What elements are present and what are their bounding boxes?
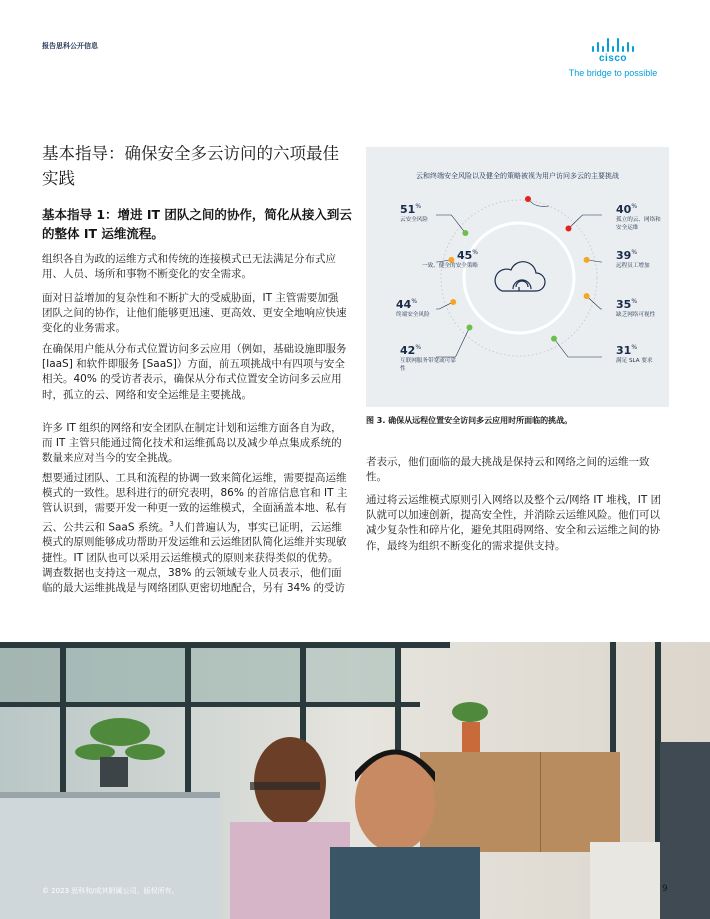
cisco-wordmark: cisco	[598, 53, 628, 64]
paragraph-2: 面对日益增加的复杂性和不断扩大的受威胁面，IT 主管需要加强团队之间的协作，让他们能够更迅速、更高效、更安全地响应快速变化的业务需求。	[42, 292, 347, 335]
right-paragraph-1: 者表示，他们面临的最大挑战是保持云和网络之间的运维一致性。	[366, 456, 650, 484]
section-title: 基本指导：确保安全多云访问的六项最佳实践	[42, 144, 339, 188]
stat-5-value: 40	[616, 203, 632, 216]
stat-2	[388, 249, 478, 270]
paragraph-1: 组织各自为政的运维方式和传统的连接模式已无法满足分布式应用、人员、场所和事物不断变化的安全需求。	[42, 253, 336, 281]
stat-2-value: 45	[456, 249, 473, 262]
ring-marker	[584, 293, 590, 299]
stat-4-label: 互联网服务带宽或可靠性	[400, 358, 456, 372]
paragraph-5-part-2: 人们普遍认为，事实已证明，云运维模式的原则能够成功帮助开发运维和云运维团队简化运维并实现敏捷性。IT 团队也可以采用云运维模式的原则来获得类似的优势。调查数据也支持这一观点，38% 的云领域专业人员表示，他们面临的最大运维挑战是与网络团队更密切地配合，另有 34% 的受访	[42, 521, 347, 594]
stat-3	[396, 298, 486, 319]
stat-4-pct: %	[415, 344, 422, 351]
stat-6	[616, 249, 668, 270]
stat-7	[616, 298, 668, 319]
stat-1	[400, 203, 490, 224]
stat-6-value: 39	[616, 249, 632, 262]
stat-6-pct: %	[631, 249, 638, 256]
figure-title: 云和终端安全风险以及健全的策略被视为用户访问多云的主要挑战	[416, 172, 619, 180]
cisco-tagline: The bridge to possible	[568, 68, 658, 78]
stat-4	[400, 344, 460, 373]
office-photo	[0, 642, 710, 919]
page-number: 9	[662, 884, 668, 894]
paragraph-5-part-1: 想要通过团队、工具和流程的协调一致来简化运维，需要提高运维模式的一致性。思科进行的研究表明，86% 的首席信息官和 IT 主管认识到，需要开发一种更一致的运维模式，全面涵盖本地、私有云、公共云和 SaaS 系统。	[42, 472, 348, 534]
stat-8-label: 满足 SLA 要求	[616, 358, 653, 364]
ring-marker	[584, 257, 590, 263]
leader-line	[554, 339, 602, 357]
paragraph-4: 许多 IT 组织的网络和安全团队在制定计划和运维方面各自为政，而 IT 主管只能通过简化技术和运维孤岛以及减少单点集成系统的数量来应对当今的安全挑战。	[42, 422, 342, 465]
cisco-logo	[558, 38, 668, 78]
footnote-ref: 3	[169, 519, 174, 528]
top-red-dot	[525, 196, 531, 202]
stat-7-value: 35	[616, 298, 632, 311]
stat-3-label: 终端安全风险	[396, 312, 430, 318]
stat-8	[616, 344, 668, 365]
right-paragraph-2: 通过将云运维模式原则引入网络以及整个云/网络 IT 堆栈，IT 团队就可以加速创新，提高安全性，并消除云运维风险。他们可以减少复杂性和碎片化，避免其阻碍网络、安全和云运维之间的协作，最终为组织不断变化的需求提供支持。	[366, 494, 662, 552]
ring-marker	[462, 230, 468, 236]
stat-3-pct: %	[411, 298, 418, 305]
guidance-subtitle: 基本指导 1：增进 IT 团队之间的协作，简化从接入到云的整体 IT 运维流程。	[42, 207, 352, 241]
ring-marker	[551, 336, 557, 342]
stat-7-label: 缺乏网络可视性	[616, 312, 656, 318]
stat-3-value: 44	[396, 298, 412, 311]
stat-2-label: 一致、健全的安全策略	[422, 263, 478, 269]
stat-5-label: 孤立的云、网络和安全运维	[616, 217, 661, 231]
paragraph-5	[42, 471, 348, 596]
stat-4-value: 42	[400, 344, 416, 357]
figure-caption: 图 3. 确保从远程位置安全访问多云应用时所面临的挑战。	[366, 416, 573, 425]
report-visibility-label: 报告思科公开信息	[42, 42, 98, 50]
stat-8-value: 31	[616, 344, 632, 357]
cisco-bars-icon	[591, 38, 635, 52]
stat-6-label: 远程员工增加	[616, 263, 650, 269]
stat-1-label: 云安全风险	[400, 217, 428, 223]
leader-line	[568, 215, 602, 229]
stat-1-value: 51	[400, 203, 416, 216]
stat-7-pct: %	[631, 298, 638, 305]
ring-marker	[467, 324, 473, 330]
office-scene-illustration	[0, 642, 710, 919]
ring-marker	[565, 226, 571, 232]
stat-5	[616, 203, 666, 232]
stat-5-pct: %	[631, 203, 638, 210]
leader-lines	[436, 215, 602, 357]
stat-1-pct: %	[415, 203, 422, 210]
cloud-fingerprint-icon	[495, 262, 545, 291]
copyright-text: © 2023 思科和/或其附属公司。版权所有。	[42, 887, 179, 895]
ring-markers	[448, 226, 589, 342]
challenges-figure	[366, 147, 669, 407]
paragraph-3: 在确保用户能从分布式位置访问多云应用（例如，基础设施即服务 [IaaS] 和软件即服务 [SaaS]）方面，前五项挑战中有四项与安全相关。40% 的受访者表示，确保从分布式位置安全访问多云应用时，孤立的云、网络和安全运维是主要挑战。	[42, 343, 347, 401]
stat-8-pct: %	[631, 344, 638, 351]
stat-2-pct: %	[472, 249, 478, 256]
